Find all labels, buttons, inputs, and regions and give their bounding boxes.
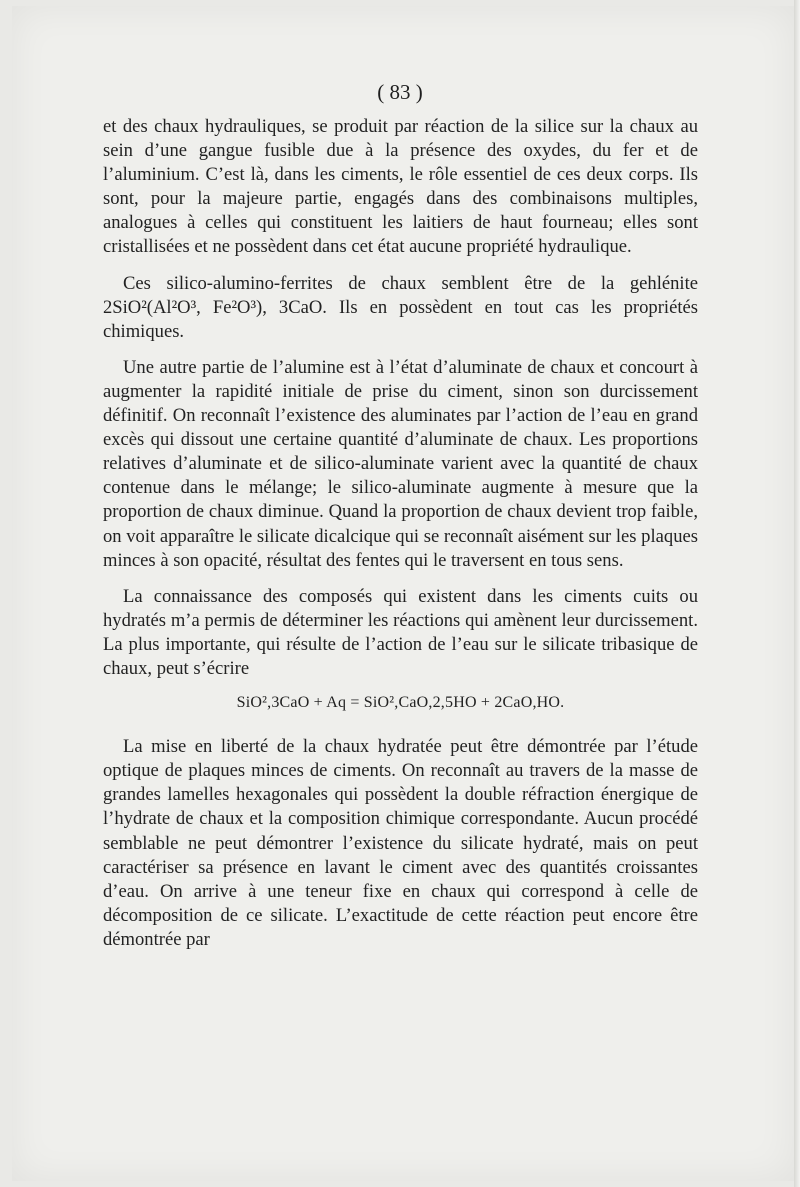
paragraph-3: Une autre partie de l’alumine est à l’état d’aluminate de chaux et concourt à augmenter la rapidité initiale de prise du ciment, sinon son durcissement définitif. On reconnaît l’existence des aluminates par l’action de l’eau en grand excès qui dissout une certaine quantité d’aluminate de chaux. Les proportions relatives d’aluminate et de silico-aluminate varient avec la quantité de chaux contenue dans le mélange; le silico-aluminate augmente à mesure que la proportion de chaux diminue. Quand la proportion de chaux devient trop faible, on voit apparaître le silicate dicalcique qui se reconnaît aisément sur les plaques minces à son opacité, résultat des fentes qui le traversent en tous sens. [103,356,698,571]
paragraph-2: Ces silico-alumino-ferrites de chaux semblent être de la gehlénite 2SiO²(Al²O³, Fe²O³), 3CaO. Ils en possèdent en tout cas les propriétés chimiques. [103,272,698,342]
chemical-formula: SiO²,3CaO + Aq = SiO²,CaO,2,5HO + 2CaO,HO. [236,694,565,712]
paragraph-5: La mise en liberté de la chaux hydratée peut être démontrée par l’étude optique de plaques minces de ciments. On reconnaît au travers de la masse de grandes lamelles hexagonales qui possèdent la double réfraction énergique de l’hydrate de chaux et la composition chimique correspondante. Aucun procédé semblable ne peut démontrer l’existence du silicate hydraté, mais on peut caractériser sa présence en lavant le ciment avec des quantités croissantes d’eau. On arrive à une teneur fixe en chaux qui correspond à celle de décomposition de ce silicate. L’exactitude de cette réaction peut encore être démontrée par [103,736,698,950]
paragraph-4: La connaissance des composés qui existent dans les ciments cuits ou hydratés m’a permis de déterminer les réactions qui amènent leur durcissement. La plus importante, qui résulte de l’action de l’eau sur le silicate tribasique de chaux, peut s’écrire [103,585,698,679]
page-number: ( 83 ) [377,80,423,104]
body-text [103,115,698,952]
page-edge-shadow [794,0,800,1187]
paragraph-1: et des chaux hydrauliques, se produit par réaction de la silice sur la chaux au sein d’une gangue fusible due à la présence des oxydes, du fer et de l’aluminium. C’est là, dans les ciments, le rôle essentiel de ces deux corps. Ils sont, pour la majeure partie, engagés dans des combinaisons multiples, analogues à celles qui constituent les laitiers de haut fourneau; elles sont cristallisées et ne possèdent dans cet état aucune propriété hydraulique. [103,116,698,258]
